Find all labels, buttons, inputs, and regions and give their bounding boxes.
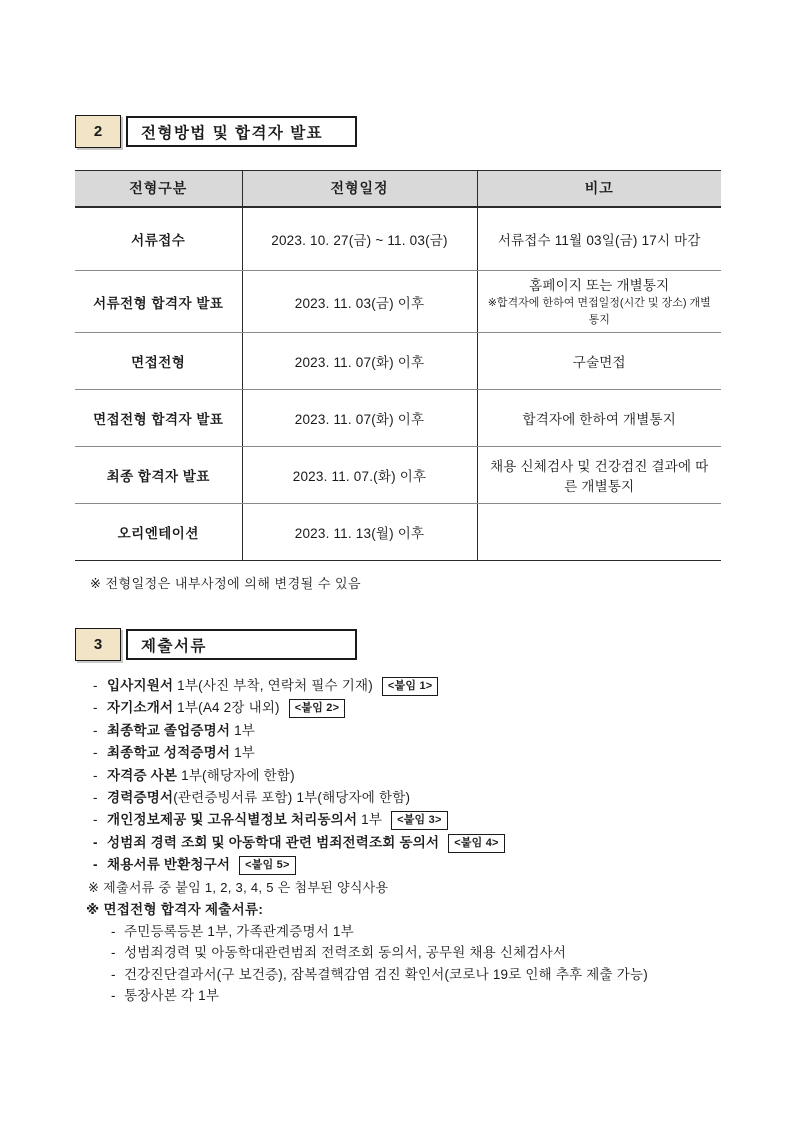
doc-list-item (93, 765, 721, 787)
section2-number-box (75, 115, 121, 148)
list-dash-marker: - (93, 857, 98, 873)
doc-detail: (관련증빙서류 포함) 1부(해당자에 한함) (173, 790, 411, 806)
interview-doc-text: 건강진단결과서(구 보건증), 잠복결핵감염 검진 확인서(코로나 19로 인해 추후 제출 가능) (124, 966, 648, 982)
doc-list-item (93, 832, 721, 854)
attachment-badge: <붙임 2> (289, 699, 345, 718)
doc-detail: 1부 (357, 812, 383, 828)
submission-doc-list (75, 675, 721, 877)
interview-doc-text: 통장사본 각 1부 (124, 988, 220, 1004)
doc-detail: 1부(해당자에 한함) (177, 767, 295, 783)
list-dash-marker: - (111, 988, 116, 1004)
table-row (75, 447, 721, 504)
section3-title-box (126, 629, 357, 660)
attachment-badge: <붙임 5> (239, 856, 295, 875)
doc-detail: 1부(A4 2장 내외) (173, 700, 280, 716)
cell-category: 면접전형 (75, 333, 242, 390)
doc-name: 성범죄 경력 조회 및 아동학대 관련 범죄전력조회 동의서 (107, 834, 440, 850)
cell-schedule: 2023. 11. 13(월) 이후 (242, 504, 477, 561)
cell-category: 오리엔테이션 (75, 504, 242, 561)
section2-title-box (126, 116, 357, 147)
section3-number: 3 (93, 636, 103, 653)
cell-note (477, 271, 721, 333)
cell-schedule: 2023. 10. 27(금) ~ 11. 03(금) (242, 207, 477, 271)
cell-note-main: 홈페이지 또는 개별통지 (529, 277, 670, 293)
doc-name: 자격증 사본 (107, 767, 178, 783)
interview-doc-item (75, 964, 721, 986)
selection-table-head (75, 171, 721, 207)
doc-list-item (93, 809, 721, 831)
list-dash-marker: - (93, 834, 98, 850)
header-cell-category: 전형구분 (75, 171, 242, 207)
cell-note-main: 채용 신체검사 및 건강검진 결과에 따른 개별통지 (490, 459, 709, 494)
table-row (75, 333, 721, 390)
list-dash-marker: - (93, 812, 98, 828)
doc-detail: 1부(사진 부착, 연락처 필수 기재) (173, 678, 373, 693)
attachment-badge: <붙임 4> (448, 834, 504, 853)
section3-title: 제출서류 (141, 637, 207, 655)
doc-list-item (93, 675, 721, 697)
attachment-badge: <붙임 3> (391, 811, 447, 830)
cell-note (477, 390, 721, 447)
cell-schedule: 2023. 11. 07(화) 이후 (242, 333, 477, 390)
doc-detail: 1부 (230, 722, 256, 738)
cell-schedule: 2023. 11. 07.(화) 이후 (242, 447, 477, 504)
list-dash-marker: - (111, 966, 116, 982)
cell-category: 면접전형 합격자 발표 (75, 390, 242, 447)
interview-doc-list (75, 921, 721, 1007)
attachment-forms-note: ※ 제출서류 중 붙임 1, 2, 3, 4, 5 은 첨부된 양식사용 (88, 879, 389, 895)
doc-name: 경력증명서 (107, 790, 174, 806)
cell-note (477, 447, 721, 504)
table-row (75, 207, 721, 271)
doc-detail: 1부 (230, 745, 256, 761)
cell-note-main: 합격자에 한하여 개별통지 (522, 412, 677, 427)
cell-note-main: 구술면접 (572, 355, 626, 370)
interview-doc-item (75, 921, 721, 943)
doc-name: 개인정보제공 및 고유식별정보 처리동의서 (107, 812, 358, 828)
doc-list-item (93, 787, 721, 809)
list-dash-marker: - (93, 722, 98, 738)
list-dash-marker: - (93, 678, 98, 693)
doc-list-item (93, 697, 721, 719)
list-dash-marker: - (111, 923, 116, 939)
list-dash-marker: - (111, 945, 116, 961)
doc-list-item (93, 854, 721, 876)
cell-schedule: 2023. 11. 03(금) 이후 (242, 271, 477, 333)
doc-name: 채용서류 반환청구서 (107, 857, 231, 873)
table-row (75, 271, 721, 333)
cell-note-main: 서류접수 11월 03일(금) 17시 마감 (497, 232, 701, 248)
table-row (75, 390, 721, 447)
list-dash-marker: - (93, 700, 98, 716)
header-cell-schedule: 전형일정 (242, 171, 477, 207)
interview-docs-heading: ※ 면접전형 합격자 제출서류: (86, 901, 264, 917)
interview-doc-text: 주민등록등본 1부, 가족관계증명서 1부 (124, 923, 354, 939)
section2-number: 2 (93, 123, 103, 140)
header-cell-note: 비고 (477, 171, 721, 207)
cell-category: 서류접수 (75, 207, 242, 271)
selection-schedule-table (75, 170, 721, 561)
cell-note (477, 333, 721, 390)
selection-table-body (75, 207, 721, 561)
list-dash-marker: - (93, 767, 98, 783)
cell-note-sub: ※합격자에 한하여 면접일정(시간 및 장소) 개별통지 (487, 296, 711, 326)
cell-category: 최종 합격자 발표 (75, 447, 242, 504)
table-header-row (75, 171, 721, 207)
cell-category: 서류전형 합격자 발표 (75, 271, 242, 333)
interview-doc-item (75, 942, 721, 964)
table-row (75, 504, 721, 561)
attachment-badge: <붙임 1> (382, 677, 438, 696)
interview-doc-text: 성범죄경력 및 아동학대관련범죄 전력조회 동의서, 공무원 채용 신체검사서 (124, 945, 567, 961)
cell-note (477, 504, 721, 561)
doc-name: 최종학교 성적증명서 (107, 745, 231, 761)
interview-doc-item (75, 985, 721, 1007)
cell-note (477, 207, 721, 271)
list-dash-marker: - (93, 790, 98, 806)
list-dash-marker: - (93, 745, 98, 761)
doc-list-item (93, 742, 721, 764)
cell-schedule: 2023. 11. 07(화) 이후 (242, 390, 477, 447)
section3-number-box (75, 628, 121, 661)
doc-list-item (93, 720, 721, 742)
section3-header (75, 628, 721, 661)
doc-name: 입사지원서 (107, 678, 174, 693)
schedule-footnote: ※ 전형일정은 내부사정에 의해 변경될 수 있음 (90, 576, 362, 591)
doc-name: 최종학교 졸업증명서 (107, 722, 231, 738)
doc-name: 자기소개서 (107, 700, 174, 716)
section2-title: 전형방법 및 합격자 발표 (141, 124, 324, 142)
section2-header (75, 115, 721, 148)
page-content (75, 115, 721, 1007)
